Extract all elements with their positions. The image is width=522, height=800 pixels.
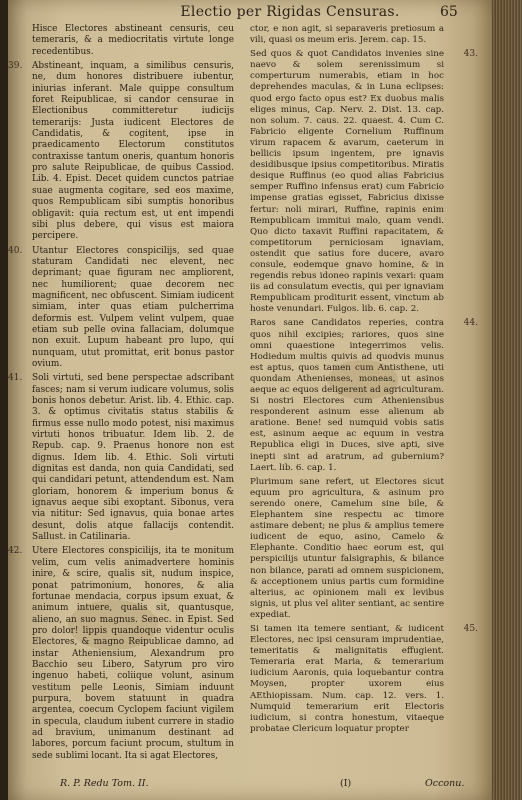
paragraph-text: Soli virtuti, sed bene perspectae adscribant fasces; nam si verum iudicare volumus, solis bonis honos debetur. Arist. lib. 4. Ethic. cap. 3. & optimus civitatis status stabilis & firmus esse nullo modo potest, nisi maximus virtuti honos tribuatur. Idem lib. 2. de Repub. cap. 9. Praenus honore non est dignus. Idem lib. 4. Ethic. Soli virtuti dignitas est danda, non quia Candidati, sed qui candidari petunt, attendendum est. Nam gloriam, honorem & imperium bonus & ignavus aeque sibi exoptant. Sibonus, vera via nititur: Sed ignavus, quia bonae artes desunt, dolis atque fallacijs contendit. Sallust. in Catilinaria. [32, 373, 234, 543]
paragraph [250, 623, 478, 735]
paragraph [8, 546, 234, 762]
paragraph-text: Si tamen ita temere sentiant, & iudicent Electores, nec ipsi censuram imprudentiae, temeritatis & malignitatis effugient. Temeraria erat Maria, & temerarium iudicium Aaronis, quia loquebantur contra Moysen, propter uxorem eius AEthiopissam. Num. cap. 12. vers. 1. Numquid temerarium erit Electoris iudicium, si contra honestum, vitaeque probatae Clericum loquatur propter [250, 623, 444, 734]
page-edges [492, 0, 522, 800]
paragraph [250, 49, 478, 315]
running-title: Electio per Rigidas Censuras. [180, 4, 400, 20]
paragraph-number: 44. [463, 318, 478, 329]
paragraph-number: 45. [463, 623, 478, 634]
paragraph-text: Hisce Electores abstineant censuris, ceu temeraris, & a mediocritatis virtute longe recedentibus. [32, 24, 234, 57]
paragraph [250, 318, 478, 473]
paragraph [8, 61, 234, 243]
paragraph-number: 41. [8, 373, 23, 384]
paragraph-number: 43. [463, 49, 478, 60]
catchword: Occonu. [425, 778, 465, 789]
left-column [8, 24, 234, 765]
paragraph-text: Abstineant, inquam, a similibus censuris, ne, dum honores distribuere iubentur, iniurias inferant. Male quippe consultum foret Reipublicae, si candor censurae in Electionibus committeretur iudicijs temerarijs: Justa iudicent Electores de Candidatis, & cogitent, ipse in praedicamento Electorum constitutos contraxisse tantum oneris, quantum honoris pro salute Reipublicae, de quibus Cassiod. Lib. 4. Epist. Decet quidem cunctos patriae suae augmenta cogitare, sed eos maxime, quos Rempublicam sibi sumptis honoribus obligavit: quia rectum est, ut ent impendi sibi plus debere, qui visus est maiora percipere. [32, 61, 234, 242]
paragraph-text: Utantur Electores conspicilijs, sed quae staturam Candidati nec elevent, nec deprimant; quae figuram nec ampliorent, nec humiliorent; quae decorem nec magnificent, nec obfuscent. Simiam iudicent simiam, inter quas etiam pulcherrima deformis est. Vulpem velint vulpem, quae etiam sub pelle ovina fallaciam, dolumque non exuit. Lupum habeant pro lupo, qui nunquam, utut promittat, erit bonus pastor ovium. [32, 245, 234, 369]
page-number: 65 [440, 4, 458, 20]
paragraph [250, 24, 444, 46]
paragraph [8, 373, 234, 543]
paragraph-text: Plurimum sane refert, ut Electores sicut equum pro agricultura, & asinum pro serendo onere, Camelum sine bile, & Elephantem sine respectu ac timore astimare debent; ne plus & amplius temere iudicent de equo, asino, Camelo & Elephante. Conditio haec eorum est, qui perspicilijs utuntur falsigraphis, & bilance non bilance, parati ad omnem suspicionem, & acceptionem unius partis cum formidine alterius, ac opinionem mali ex levibus signis, ut plus vel aliter sentiant, ac sentire expediat. [250, 476, 444, 620]
paragraph-number: 39. [8, 61, 23, 72]
paragraph-number: 42. [8, 546, 23, 557]
paragraph [250, 477, 444, 621]
paragraph-text: Utere Electores conspicilijs, ita te monitum velim, cum velis animadvertere hominis inire, & scire, qualis sit, nudum inspice, ponat patrimonium, honores, & alia fortunae mendacia, corpus ipsum exuat, & animum intuere, qualis sit, quantusque, alieno, an suo magnus. Senec. in Epist. Sed pro dolor! lippis quandoque videntur oculis Electores, & magno Reipublicae damno, ad instar Atheniensium, Alexandrum pro Bacchio seu Libero, Satyrum pro viro ingenuo habeti, coliique volunt, asinum vestitum pelle Leonis, Simiam induunt purpura, bovem statuunt in quadra argentea, coecum Cyclopem faciunt vigilem in specula, claudum iubent currere in stadio ad bravium, unimanum destinant ad labores, porcum faciunt procum, stultum in sede sublimi locant. Ita si agat Electores, [32, 546, 234, 761]
signature-mark: (I) [340, 778, 352, 789]
paragraph [32, 24, 234, 58]
paragraph-text: Raros sane Candidatos reperies, contra quos nihil excipies; rariores, quos sine omni quaestione integerrimos velis. Hodiedum multis quivis ad quodvis munus est aptus, quos tamen cum Antisthene, uti quondam Athenienses, moneas, ut asinos aeque ac equos deligerent ad agriculturam. Si nostri Electores cum Atheniensibus responderent asinum esse alienum ab aratione. Bene! sed numquid vobis satis est, asinum aeque ac equum in vestra Republica eligi in Duces, sive apti, sive inepti sint ad aratrum, ad gubernium? Laert. lib. 6. cap. 1. [250, 318, 444, 473]
signature-line: R. P. Redu Tom. II. [60, 778, 149, 789]
paragraph [8, 245, 234, 371]
paragraph-text: ctor, e non agit, si separaveris pretiosum a vili, quasi os meum eris. Jerem. cap. 15. [250, 24, 444, 46]
right-column [250, 24, 478, 738]
paragraph-number: 40. [8, 245, 23, 256]
paragraph-text: Sed quos & quot Candidatos invenies sine naevo & solem serenissimum si comperturum numerabis, etiam in hoc deprehendes maculas, & in Luna eclipses: quod ergo facto opus est? Ex duobus malis eliges minus, Cap. Nerv. 2. Dist. 13. cap. non solum. 7. caus. 22. quaest. 4. Cum C. Fabricio eligente Cornelium Ruffinum virum rapacem & avarum, caeterum in bellicis ipsum ingentem, pre ignavis desidibusque ipsius competitoribus. Miratis desique Ruffinus (eo quod alias Fabricius semper Ruffino infensus erat) cum Fabricio impense gratias egisset, Fabricius dixisse fertur: noli mirari, Ruffine, rapinis enim Rempublicam immitui malo, quam vendi. Quo dicto taxavit Ruffini rapacitatem, & competitorum perniciosam ignaviam, ostendit que satius fore ducere, avaro consule, eodemque gnavo homine, & in regendis rebus idoneo rapinis vexari: quam iis ad consulatum evectis, qui per ignaviam Rempublicam proditurit essent, vinctum ab hoste venundari. Fulgos. lib. 6. cap. 2. [250, 49, 444, 315]
